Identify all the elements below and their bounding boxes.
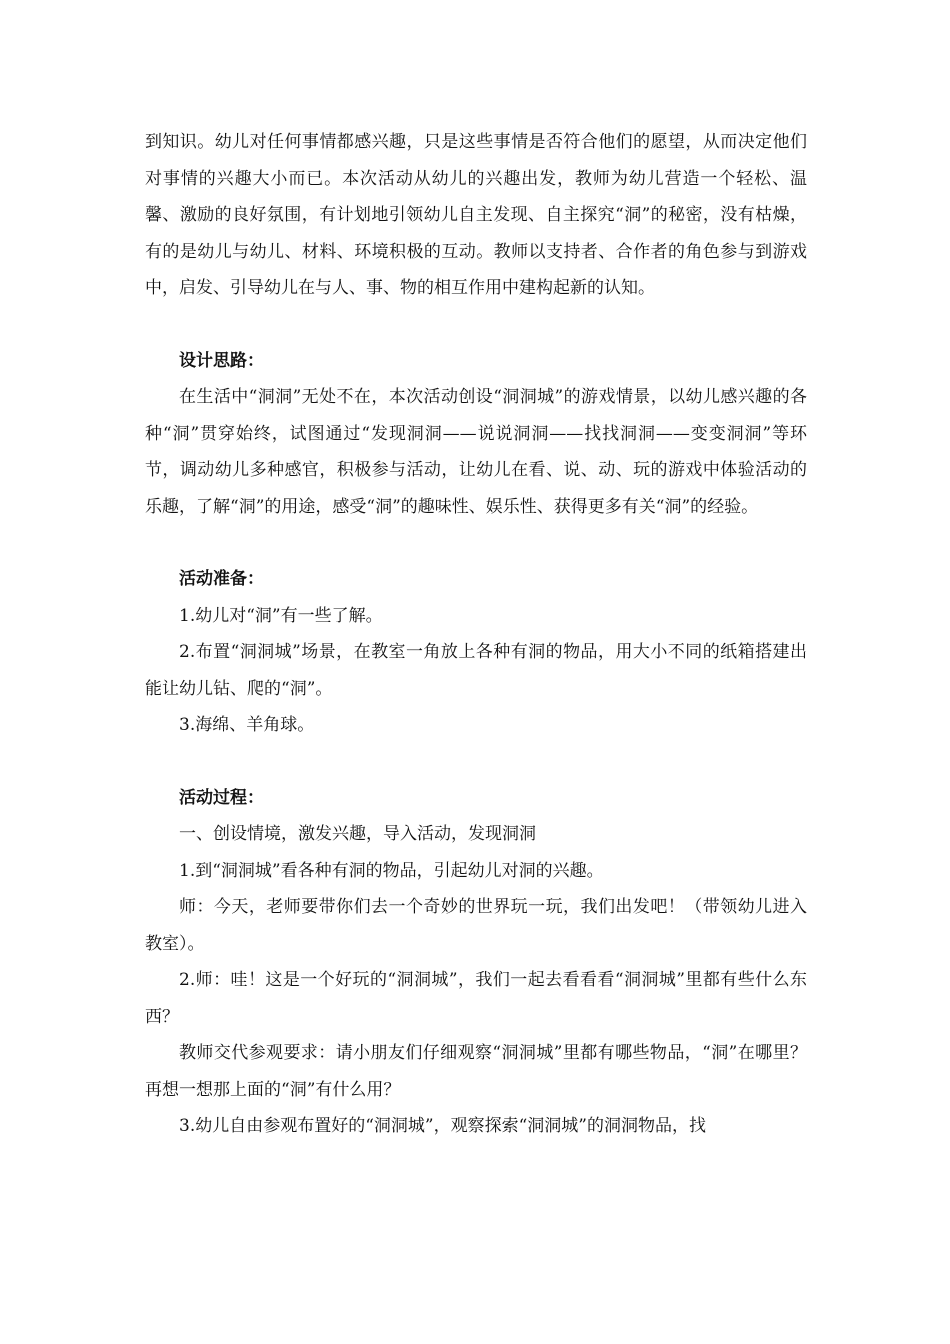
intro-paragraph: 到知识。幼儿对任何事情都感兴趣，只是这些事情是否符合他们的愿望，从而决定他们对事情的兴趣大小而已。本次活动从幼儿的兴趣出发，教师为幼儿营造一个轻松、温馨、激励的良好氛围，有计划地引领幼儿自主发现、自主探究“洞”的秘密，没有枯燥，有的是幼儿与幼儿、材料、环境积极的互动。教师以支持者、合作者的角色参与到游戏中，启发、引导幼儿在与人、事、物的相互作用中建构起新的认知。 <box>145 132 807 298</box>
preparation-item: 1.幼儿对“洞”有一些了解。 <box>179 605 383 626</box>
design-paragraph: 在生活中“洞洞”无处不在，本次活动创设“洞洞城”的游戏情景，以幼儿感兴趣的各种“洞”贯穿始终，试图通过“发现洞洞——说说洞洞——找找洞洞——变变洞洞”等环节，调动幼儿多种感官，积极参与活动，让幼儿在看、说、动、玩的游戏中体验活动的乐趣，了解“洞”的用途，感受“洞”的趣味性、娱乐性、获得更多有关“洞”的经验。 <box>145 387 807 517</box>
process-paragraph: 3.幼儿自由参观布置好的“洞洞城”，观察探索“洞洞城”的洞洞物品，找 <box>179 1116 706 1136</box>
process-paragraph: 2.师：哇！这是一个好玩的“洞洞城”，我们一起去看看看“洞洞城”里都有些什么东西？ <box>145 970 807 1027</box>
process-paragraph: 1.到“洞洞城”看各种有洞的物品，引起幼儿对洞的兴趣。 <box>179 860 604 881</box>
design-heading: 设计思路： <box>179 350 264 371</box>
preparation-item: 2.布置“洞洞城”场景，在教室一角放上各种有洞的物品，用大小不同的纸箱搭建出能让幼儿钻、爬的“洞”。 <box>145 642 807 699</box>
process-paragraph: 师：今天，老师要带你们去一个奇妙的世界玩一玩，我们出发吧！（带领幼儿进入教室）。 <box>145 897 807 954</box>
document-body <box>145 124 807 1145</box>
section-spacer <box>145 525 807 561</box>
preparation-heading: 活动准备： <box>179 569 264 589</box>
process-heading: 活动过程： <box>179 787 264 808</box>
preparation-item: 3.海绵、羊角球。 <box>179 715 315 735</box>
process-paragraph: 一、创设情境，激发兴趣，导入活动，发现洞洞 <box>179 824 536 844</box>
section-spacer <box>145 744 807 780</box>
process-paragraph: 教师交代参观要求：请小朋友们仔细观察“洞洞城”里都有哪些物品，“洞”在哪里？再想一想那上面的“洞”有什么用？ <box>145 1043 807 1100</box>
section-spacer <box>145 307 807 343</box>
